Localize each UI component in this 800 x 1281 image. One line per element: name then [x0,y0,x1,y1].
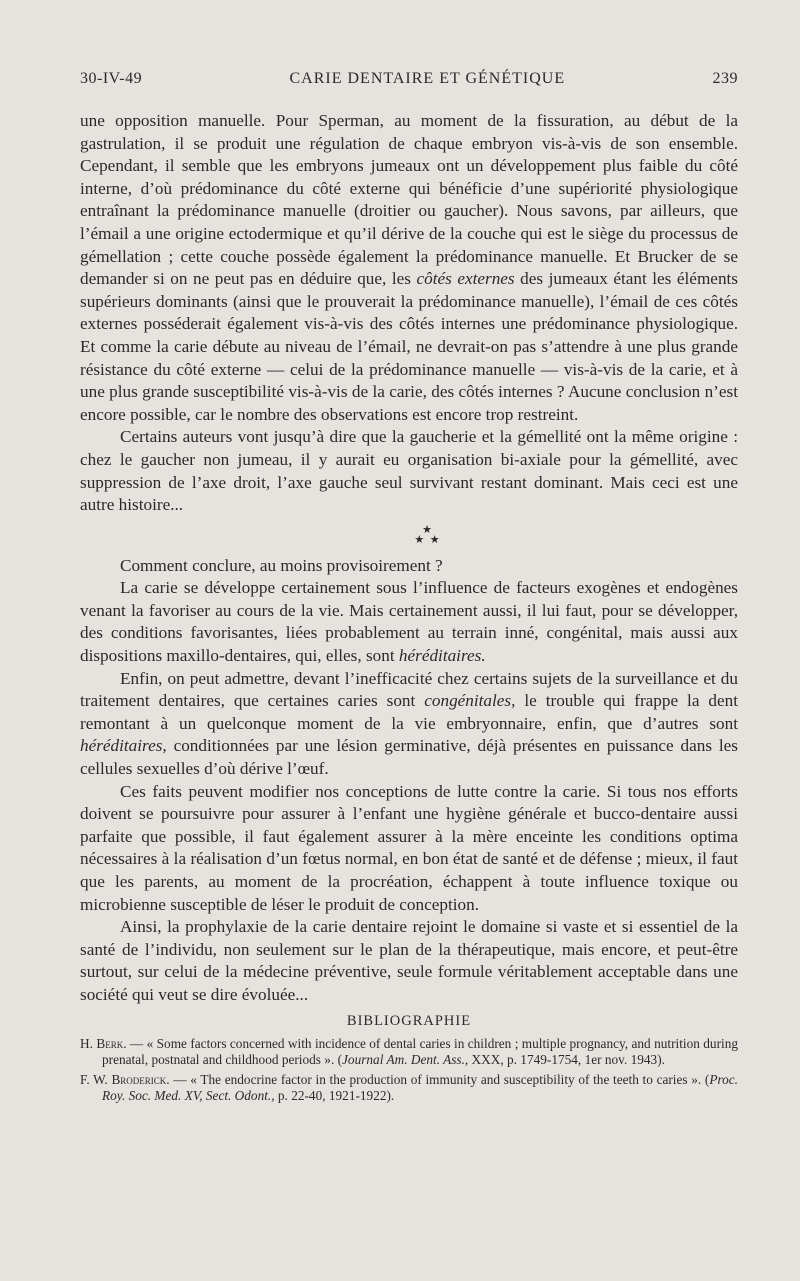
italic-text: héréditaires, [80,736,167,756]
text-run: Enfin, on peut admettre, devant l’inefficacité chez certains sujets de la surveillance et du traitement dentaires, que certaines caries sont [80,668,738,711]
article-body [80,110,738,1007]
bibliography-entry [80,1036,738,1068]
running-title: CARIE DENTAIRE ET GÉNÉTIQUE [289,70,566,87]
text-run: des jumeaux étant les éléments supérieurs dominants (ainsi que le prouverait la prédominance manuelle), l’émail de ces côtés externes posséderait également vis-à-vis des côtés internes une prédominance physiologique. Et comme la carie débute au niveau de l’émail, ne devrait-on pas s’attendre à une plus grande résistance du côté externe — celui de la prédominance manuelle — vis-à-vis de la carie, et à une plus grande susceptibilité vis-à-vis de la carie, des côtés internes ? Aucune conclusion n’est encore possible, car le nombre des observations est encore trop restreint. [80,269,738,424]
text-run: XXX, p. 1749-1754, 1er nov. 1943). [468,1051,665,1067]
text-run: — « Some factors concerned with incidence of dental caries in children ; multiple prognancy, and nutrition during prenatal, postnatal and childhood periods ». ( [102,1035,738,1067]
bibliography-list [80,1036,738,1104]
italic-text: héréditaires. [398,646,486,666]
text-run: conditionnées par une lésion germinative, déjà présentes en puissance dans les cellules sexuelles d’où dérive l’œuf. [80,736,738,779]
text-run: le trouble qui frappe la dent remontant à un quelconque moment de la vie embryonnaire, enfin, que d’autres sont [80,691,738,733]
header-date: 30-IV-49 [80,70,143,87]
text-run: p. 22-40, 1921-1922). [274,1087,395,1103]
text-run: Certains auteurs vont jusqu’à dire que la gaucherie et la gémellité ont la même origine : chez le gaucher non jumeau, il y aurait eu organisation bi-axiale pour la gémellité, avec suppression de l’axe droit, l’axe gauche seul survivant restant dominant. Mais ceci est une autre histoire... [80,427,738,515]
text-run: une opposition manuelle. Pour Sperman, au moment de la fissuration, au début de la gastrulation, il se produit une régulation de chaque embryon vis-à-vis de son ensemble. Cependant, il semble que les embryons jumeaux ont un développement plus faible du côté interne, d’où prédominance du côté externe qui bénéficie d’une supériorité physiologique entraînant la prédominance manuelle (droitier ou gaucher). Nous savons, par ailleurs, que l’émail a une origine ectodermique et qu’il dérive de la couche qui est le siège du processus de gémellation ; cette couche possède également la prédominance manuelle. Et Brucker de se demander si on ne peut pas en déduire que, les [80,111,738,289]
italic-text: Proc. Roy. Soc. Med. XV, Sect. Odont., [102,1071,739,1103]
text-run: Comment conclure, au moins provisoirement ? [120,555,443,575]
author-name: Berk. [96,1035,127,1051]
author-name: Broderick. [111,1071,170,1087]
text-run: H. [80,1035,97,1051]
text-run: La carie se développe certainement sous l’influence de facteurs exogènes et endogènes venant la favoriser au cours de la vie. Mais certainement aussi, il lui faut, pour se développer, des conditions favorisantes, liées probablement au terrain inné, congénital, mais aussi aux dispositions maxillo-dentaires, qui, elles, sont [80,578,738,666]
bibliography-entry [80,1072,738,1104]
italic-text: Journal Am. Dent. Ass., [342,1051,469,1067]
paragraph [80,577,738,667]
italic-text: côtés externes [416,269,515,289]
asterism-divider: ★ ★ ★ [414,523,440,546]
paragraph [80,781,738,917]
page-number: 239 [712,70,738,87]
paragraph [80,110,738,426]
text-run: F. W. [80,1071,112,1087]
paragraph [80,555,738,578]
bibliography-heading: BIBLIOGRAPHIE [346,1012,472,1029]
text-run: — « The endocrine factor in the production of immunity and susceptibility of the teeth to caries ». ( [169,1071,710,1087]
running-head [80,70,738,88]
paragraph [80,668,738,781]
italic-text: congénitales, [424,691,516,711]
text-run: Ces faits peuvent modifier nos conceptions de lutte contre la carie. Si tous nos efforts doivent se poursuivre pour assurer à l’enfant une hygiène générale et bucco-dentaire aussi parfaite que possible, il faut également assurer à la mère enceinte les conditions optima nécessaires à la réalisation d’un fœtus normal, en bon état de santé et de défense ; mieux, il faut que les parents, au moment de la procréation, échappent à toute influence toxique ou microbienne susceptible de léser le produit de conception. [80,781,738,914]
paragraph [80,916,738,1006]
paragraph [80,426,738,516]
text-run: Ainsi, la prophylaxie de la carie dentaire rejoint le domaine si vaste et si essentiel de la santé de l’individu, non seulement sur le plan de la thérapeutique, mais encore, et peut-être surtout, sur celui de la médecine préventive, seule formule véritablement acceptable dans une société qui veut se dire évoluée... [80,917,738,1004]
